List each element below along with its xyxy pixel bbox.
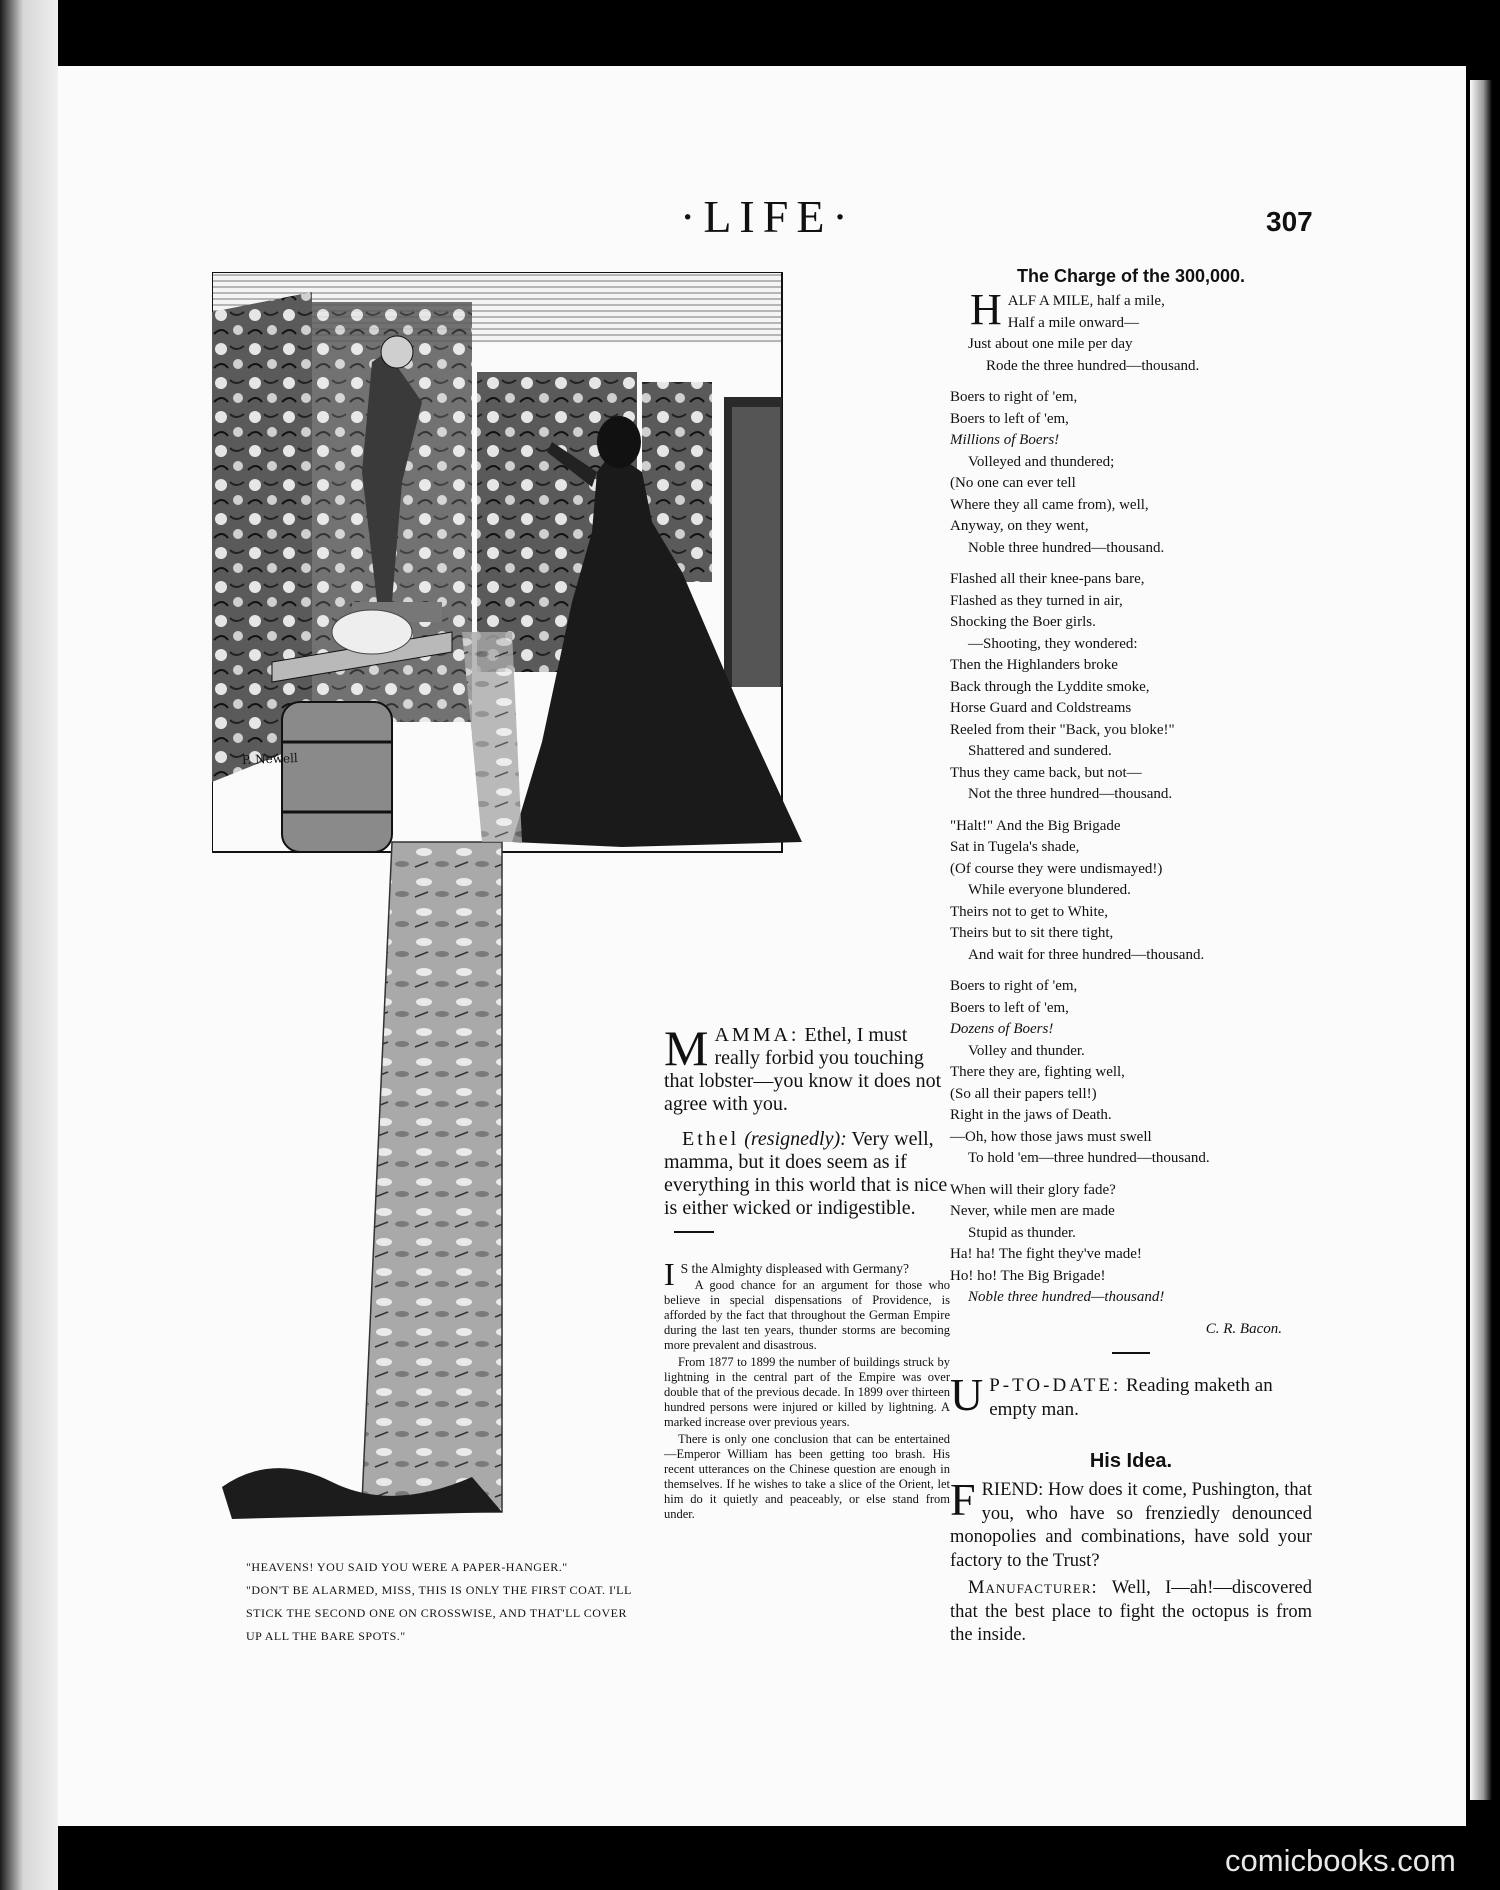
speaker-mamma: AMMA:: [714, 1024, 800, 1046]
up-to-date-item: [950, 1369, 1312, 1422]
masthead-title: ·LIFE·: [680, 191, 856, 242]
right-column: [950, 266, 1312, 1652]
manufacturer-paragraph: Manufacturer: Well, I—ah!—discovered that the best place to fight the octopus is from the inside.: [950, 1578, 1313, 1645]
news-paragraph: There is only one conclusion that can be entertained—Emperor William has been getting too brash. His recent utterances on the Chinese question are enough in themselves. If he wishes to take a slice of the Orient, let him do it quietly and peaceably, or else stand from under.: [664, 1432, 950, 1521]
up-to-date-label: P-TO-DATE:: [989, 1375, 1122, 1396]
dropcap-h: H: [970, 291, 1002, 334]
up-to-date-text: Reading maketh an empty man.: [989, 1375, 1273, 1420]
middle-column: [664, 1020, 950, 1524]
speaker-friend: RIEND:: [981, 1480, 1044, 1500]
site-watermark: comicbooks.com: [1225, 1843, 1456, 1878]
dropcap-i: I: [664, 1256, 675, 1292]
caption-line-2: "DON'T BE ALARMED, MISS, THIS IS ONLY THE FIRST COAT. I'LL STICK THE SECOND ONE ON CROSSWISE, AND THAT'LL COVER UP ALL THE BARE SPOTS.": [246, 1583, 632, 1643]
dropcap-f: F: [950, 1474, 976, 1525]
dropcap-m: M: [664, 1020, 709, 1076]
news-paragraph: A good chance for an argument for those who believe in special dispensations of Providence, is afforded by the fact that throughout the German Empire during the last ten years, thunder storms are becoming more prevalent and disastrous.: [664, 1278, 950, 1352]
poem-stanza-5: Boers to right of 'em, Boers to left of 'em, Dozens of Boers! Volley and thunder. There they are, fighting well, (So all their papers tell!) Right in the jaws of Death. —Oh, how those jaws must swell To hold 'em—three hundred—thousand.: [950, 978, 1210, 1166]
his-idea-title: His Idea.: [1089, 1450, 1173, 1472]
mamma-paragraph: [664, 1020, 950, 1116]
poem-stanza-1: H ALF A MILE, half a mile, Half a mile onward— Just about one mile per day Rode the three hundred—thousand.: [968, 291, 1200, 374]
news-paragraph: From 1877 to 1899 the number of buildings struck by lightning in the central part of the Empire was over double that of the previous decade. In 1899 over thirteen hundred persons were injured or killed by lightning. A marked increase over previous years.: [664, 1355, 950, 1429]
speaker-manufacturer: Manufacturer:: [968, 1578, 1098, 1598]
poem-stanza-6: When will their glory fade? Never, while men are made Stupid as thunder. Ha! ha! The fight they've made! Ho! ho! The Big Brigade! Noble three hundred—thousand!: [950, 1181, 1165, 1305]
poem-stanza-4: "Halt!" And the Big Brigade Sat in Tugela's shade, (Of course they were undismayed!) While everyone blundered. Theirs not to get to White, Theirs but to sit there tight, And wait for three hundred—thousand.: [950, 817, 1205, 963]
ethel-paragraph: [664, 1128, 950, 1243]
his-idea-body: [950, 1474, 1313, 1648]
end-rule: [674, 1231, 714, 1233]
stage-direction: (resignedly):: [744, 1128, 847, 1150]
news-lead: I S the Almighty displeased with Germany?: [664, 1256, 909, 1292]
caption-line-1: "HEAVENS! YOU SAID YOU WERE A PAPER-HANGER.": [246, 1560, 568, 1574]
dropcap-u: U: [950, 1369, 984, 1420]
poem-body: [950, 291, 1312, 1340]
poem-title: The Charge of the 300,000.: [1016, 266, 1246, 286]
page-number: 307: [1266, 206, 1313, 237]
section-rule: [1112, 1352, 1150, 1354]
mamma-text: Ethel, I must really forbid you touching that lobster—you know it does not agree with you.: [664, 1024, 942, 1115]
page-edge-shadow: [1470, 80, 1492, 1800]
speaker-ethel: Ethel: [682, 1128, 740, 1150]
illustration-caption: [246, 1556, 646, 1648]
germany-news-item: [664, 1256, 950, 1522]
book-spine: [0, 0, 58, 1890]
artist-signature: P. Newell: [241, 751, 298, 767]
poem-author: C. R. Bacon.: [1205, 1320, 1282, 1337]
poem-stanza-3: Flashed all their knee-pans bare, Flashed as they turned in air, Shocking the Boer girls. —Shooting, they wondered: Then the Highlanders broke Back through the Lyddite smoke, Horse Guard and Coldstreams Reeled from their "Back, you bloke!" Shattered and sundered. Thus they came back, but not— Not the three hundred—thousand.: [950, 571, 1175, 802]
mamma-ethel-dialogue: [664, 1020, 950, 1243]
friend-paragraph: FRIEND: How does it come, Pushington, that you, who have so frenziedly denounced monopolies and combinations, have sold your factory to the Trust?: [950, 1474, 1313, 1571]
poem-stanza-2: Boers to right of 'em, Boers to left of 'em, Millions of Boers! Volleyed and thundered; (No one can ever tell Where they all came from), well, Anyway, on they went, Noble three hundred—thousand.: [950, 389, 1165, 556]
ethel-text: Very well, mamma, but it does seem as if everything in this world that is nice is either wicked or indigestible.: [664, 1128, 948, 1219]
